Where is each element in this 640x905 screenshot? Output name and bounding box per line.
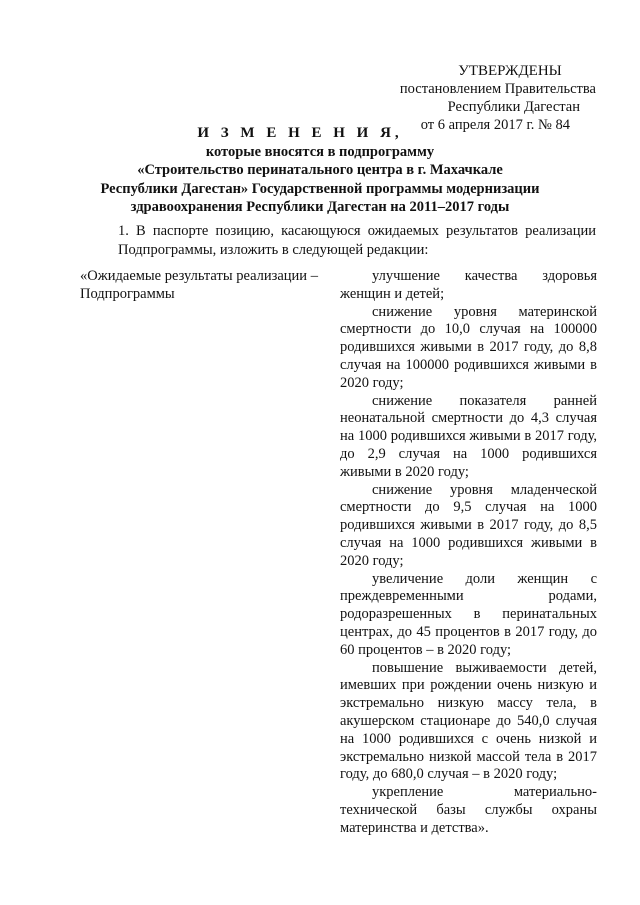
result-item: снижение уровня младенческой смертности до 9,5 случая на 1000 родившихся живыми в 2017 году, до 8,5 случая на 1000 родившихся живыми в 2020 году; xyxy=(340,481,597,569)
approval-line-1: постановлением Правительства xyxy=(399,81,596,97)
result-item: снижение показателя ранней неонатальной смертности до 4,3 случая на 1000 родившихся живыми в 2017 году, до 2,9 случая на 1000 родившихся живыми в 2020 году; xyxy=(340,392,597,480)
approval-caps: УТВЕРЖДЕНЫ xyxy=(458,63,562,79)
title-line-4: здравоохранения Республики Дагестан на 2011–2017 годы xyxy=(130,199,510,215)
title-heading: И З М Е Н Е Н И Я, xyxy=(197,125,403,141)
paragraph-1 xyxy=(80,222,596,260)
result-item: повышение выживаемости детей, имевших при рождении очень низкую и экстремально низкую массу тела, в акушерском стационаре до 540,0 случая на 1000 родившихся с очень низкой и экстремально низкой массой тела в 2017 году, до 680,0 случая – в 2020 году; xyxy=(340,659,597,783)
approval-line-2: Республики Дагестан xyxy=(447,99,580,115)
document-title xyxy=(60,124,580,217)
result-item: улучшение качества здоровья женщин и детей; xyxy=(340,268,597,302)
title-line-3: Республики Дагестан» Государственной программы модернизации xyxy=(100,180,540,197)
result-item: увеличение доли женщин с преждевременными родами, родоразрешенных в перинатальных центрах, до 45 процентов в 2017 году, до 60 процентов – в 2020 году; xyxy=(340,570,597,658)
result-item: снижение уровня материнской смертности до 10,0 случая на 100000 родившихся живыми в 2017 году, до 8,8 случая на 100000 родившихся живыми в 2020 году; xyxy=(340,303,597,391)
paragraph-1-text: 1. В паспорте позицию, касающуюся ожидаемых результатов реализации Подпрограммы, изложить в следующей редакции: xyxy=(118,223,596,258)
title-line-1: которые вносятся в подпрограмму xyxy=(205,143,435,160)
approval-line-3: от 6 апреля 2017 г. № 84 xyxy=(420,117,570,133)
title-line-2: «Строительство перинатального центра в г. Махачкале xyxy=(137,162,503,178)
result-item: укрепление материально-технической базы службы охраны материнства и детства». xyxy=(340,784,597,836)
results-label: «Ожидаемые результаты реализации – Подпрограммы xyxy=(80,268,318,302)
results-list xyxy=(340,268,597,838)
